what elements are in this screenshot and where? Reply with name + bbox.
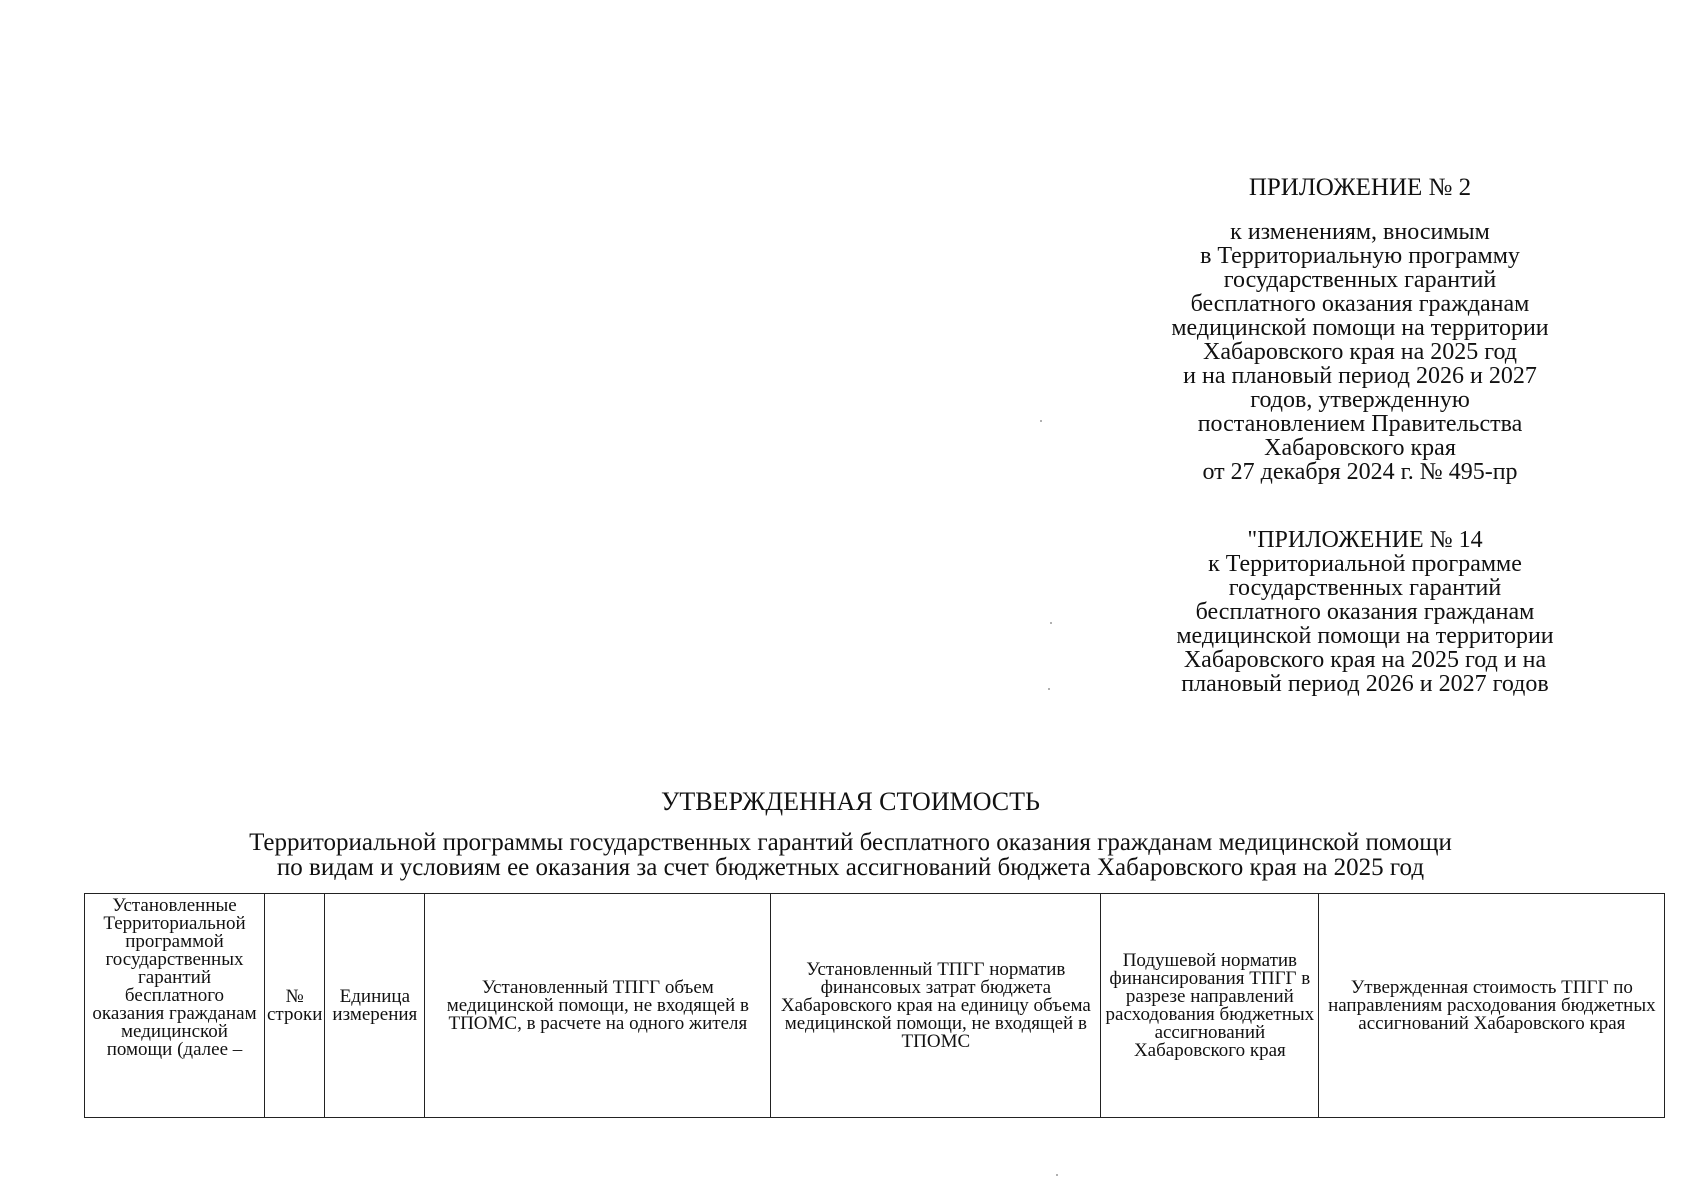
appendix-2-line: государственных гарантий xyxy=(1223,267,1497,293)
column-header-program-type: Установленные Территориальной программой государственных гарантий бесплатного оказания гражданам медицинской помощи (далее – xyxy=(85,894,265,1118)
appendix-2-header xyxy=(1160,176,1560,484)
appendix-14-line: Хабаровского края на 2025 год и на xyxy=(1183,647,1547,673)
cost-table xyxy=(84,893,1665,1118)
appendix-2-line: медицинской помощи на территории xyxy=(1171,315,1549,341)
table-header-row xyxy=(85,894,1665,1118)
appendix-2-line: годов, утвержденную xyxy=(1250,387,1470,413)
appendix-2-line: Хабаровского края на 2025 год xyxy=(1203,339,1517,365)
column-header-per-capita: Подушевой норматив финансирования ТПГГ в разрезе направлений расходования бюджетных ассигнований Хабаровского края xyxy=(1101,894,1319,1118)
appendix-2-heading: ПРИЛОЖЕНИЕ № 2 xyxy=(1248,174,1472,201)
scan-artifact xyxy=(1048,688,1050,690)
document-subtitle-line: по видам и условиям ее оказания за счет бюджетных ассигнований бюджета Хабаровского края на 2025 год xyxy=(276,854,1425,881)
appendix-14-line: медицинской помощи на территории xyxy=(1176,623,1554,649)
scan-artifact xyxy=(1056,1174,1058,1176)
appendix-2-line: к изменениям, вносимым xyxy=(1230,219,1490,245)
appendix-14-line: бесплатного оказания гражданам xyxy=(1195,599,1535,625)
document-subtitle-line: Территориальной программы государственных гарантий бесплатного оказания гражданам медицинской помощи xyxy=(249,829,1452,856)
appendix-2-line: Хабаровского края xyxy=(1264,435,1456,461)
column-header-row-number: № строки xyxy=(265,894,325,1118)
appendix-2-line: бесплатного оказания гражданам xyxy=(1190,291,1530,317)
appendix-14-line: к Территориальной программе xyxy=(1208,551,1522,577)
appendix-2-line: от 27 декабря 2024 г. № 495-пр xyxy=(1202,459,1518,485)
column-header-unit: Единица измерения xyxy=(325,894,425,1118)
appendix-14-header xyxy=(1160,528,1570,696)
document-title-main: УТВЕРЖДЕННАЯ СТОИМОСТЬ xyxy=(661,787,1040,816)
document-title xyxy=(0,787,1701,881)
appendix-2-line: и на плановый период 2026 и 2027 xyxy=(1183,363,1537,389)
column-header-cost-standard: Установленный ТПГГ норматив финансовых затрат бюджета Хабаровского края на единицу объема медицинской помощи, не входящей в ТПОМС xyxy=(771,894,1101,1118)
appendix-14-line: государственных гарантий xyxy=(1228,575,1502,601)
scan-artifact xyxy=(1040,420,1042,422)
scan-artifact xyxy=(1050,622,1052,624)
appendix-14-line: плановый период 2026 и 2027 годов xyxy=(1181,671,1549,697)
appendix-14-heading: "ПРИЛОЖЕНИЕ № 14 xyxy=(1247,527,1483,553)
column-header-approved-cost: Утвержденная стоимость ТПГГ по направлениям расходования бюджетных ассигнований Хабаровского края xyxy=(1319,894,1665,1118)
appendix-2-line: в Территориальную программу xyxy=(1200,243,1520,269)
column-header-volume: Установленный ТПГГ объем медицинской помощи, не входящей в ТПОМС, в расчете на одного жителя xyxy=(425,894,771,1118)
appendix-2-line: постановлением Правительства xyxy=(1197,411,1523,437)
